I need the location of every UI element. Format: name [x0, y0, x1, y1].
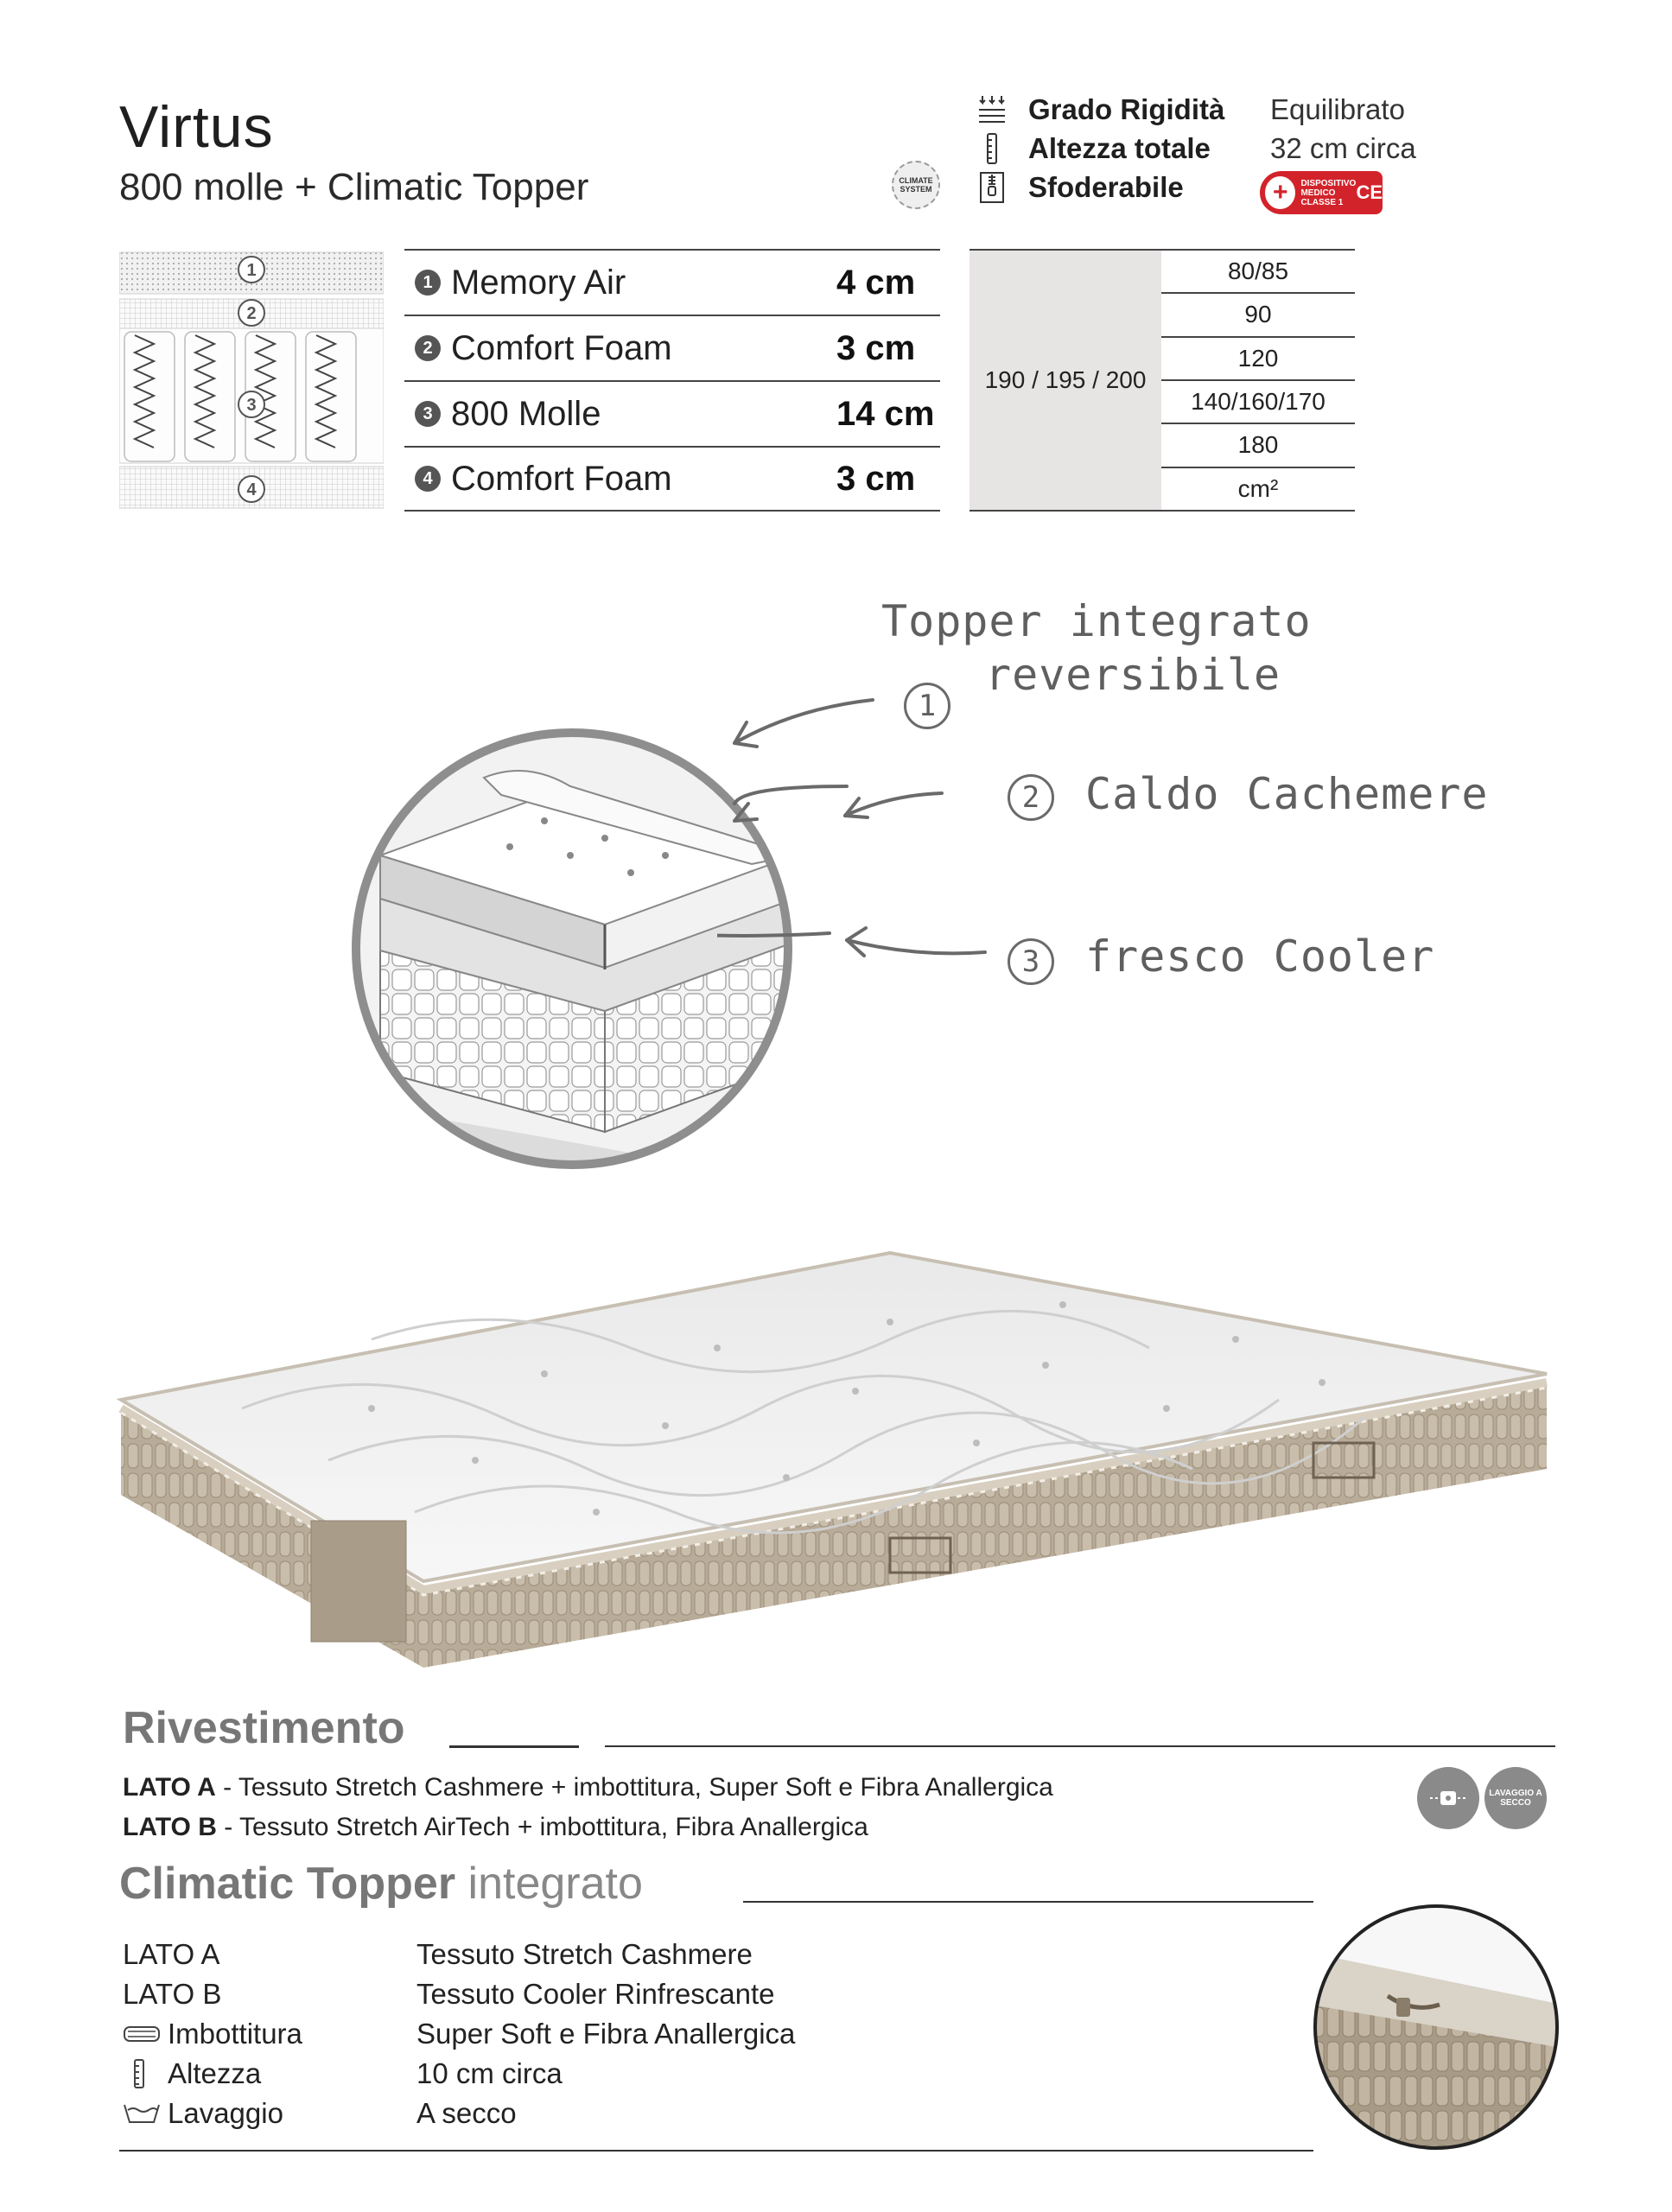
size-widths [1161, 251, 1355, 510]
medical-badge-text: DISPOSITIVO MEDICO CLASSE 1 [1300, 178, 1357, 207]
callout-2-number: 2 [1008, 774, 1054, 821]
topper-row-value: 10 cm circa [416, 2057, 563, 2089]
height-icon [123, 2058, 168, 2089]
topper-row [123, 1936, 753, 1974]
topper-row-value: Tessuto Cooler Rinfrescante [416, 1978, 775, 2010]
svg-text:4: 4 [246, 480, 257, 499]
size-width-cell: 90 [1161, 294, 1355, 337]
layer-thickness: 14 cm [836, 394, 935, 433]
layer-name: Comfort Foam [451, 328, 672, 367]
topper-title-bold: Climatic Topper [119, 1859, 456, 1909]
layers-diagram [119, 251, 384, 510]
height-icon [976, 132, 1008, 165]
svg-text:1: 1 [246, 261, 257, 280]
dry-clean-text: LAVAGGIO A SECCO [1489, 1789, 1542, 1808]
topper-row [123, 1975, 775, 2013]
callout-1-line2: reversibile [985, 650, 1281, 700]
layer-thickness: 3 cm [836, 328, 916, 367]
layers-table [404, 249, 940, 512]
spec-label: Sfoderabile [1028, 171, 1184, 203]
rivestimento-lato-b [123, 1813, 868, 1842]
rivestimento-title: Rivestimento [123, 1703, 405, 1753]
lato-b-text: - Tessuto Stretch AirTech + imbottitura, Fibra Anallergica [216, 1813, 868, 1841]
sizes-table [970, 249, 1355, 512]
topper-row [123, 2055, 563, 2093]
medical-cross-icon: + [1265, 176, 1295, 209]
layer-row [404, 249, 940, 315]
spec-value: Equilibrato [1270, 93, 1405, 125]
firmness-icon [976, 93, 1008, 126]
callout-2-text: Caldo Cachemere [1085, 769, 1489, 819]
topper-row-label: LATO B [123, 1978, 222, 2010]
dry-clean-badge [1484, 1767, 1547, 1829]
size-width-cell: 120 [1161, 338, 1355, 381]
spec-row-removable-cover [976, 170, 1270, 205]
size-width-cell: 180 [1161, 424, 1355, 467]
rivestimento-lato-a [123, 1773, 1053, 1802]
callout-3-text: fresco Cooler [1085, 931, 1435, 982]
topper-row [123, 2015, 795, 2053]
medical-device-badge [1260, 171, 1383, 214]
layer-name: Comfort Foam [451, 459, 672, 498]
layer-row [404, 446, 940, 512]
layer-row [404, 315, 940, 380]
spec-row-firmness [976, 92, 1405, 127]
lato-a-text: - Tessuto Stretch Cashmere + imbottitura, Super Soft e Fibra Anallergica [215, 1773, 1053, 1802]
layer-name: 800 Molle [451, 394, 601, 433]
topper-title-light: integrato [467, 1859, 643, 1909]
topper-zoom-photo [1310, 1901, 1562, 2153]
product-title: Virtus [119, 94, 274, 160]
mattress-photo [112, 1236, 1564, 1685]
spec-label: Altezza totale [1028, 132, 1211, 164]
svg-text:3: 3 [246, 396, 257, 415]
climate-system-badge [892, 161, 940, 209]
divider-line [449, 1745, 579, 1748]
removable-cover-icon [1417, 1767, 1479, 1829]
topper-section-title [119, 1858, 643, 1910]
ce-mark: CE [1356, 181, 1383, 203]
divider-line [605, 1745, 1555, 1747]
layer-thickness: 4 cm [836, 263, 916, 302]
size-width-cell: 140/160/170 [1161, 381, 1355, 424]
callout-3-number: 3 [1008, 938, 1054, 985]
layer-thickness: 3 cm [836, 459, 916, 498]
svg-text:2: 2 [246, 304, 257, 323]
callout-1-number: 1 [904, 683, 950, 729]
divider-line [743, 1901, 1313, 1903]
topper-row-label-wrap [123, 2097, 416, 2130]
padding-icon [123, 2025, 168, 2043]
layer-number: 3 [415, 401, 441, 427]
layer-number: 4 [415, 466, 441, 492]
climate-badge-text: CLIMATE SYSTEM [899, 176, 933, 194]
topper-row-label-wrap [123, 2057, 416, 2090]
lato-a-label: LATO A [123, 1773, 216, 1802]
topper-row-label: Lavaggio [168, 2097, 283, 2129]
topper-row-value: Super Soft e Fibra Anallergica [416, 2018, 796, 2050]
topper-row [123, 2094, 517, 2133]
size-lengths: 190 / 195 / 200 [970, 251, 1161, 510]
layer-name: Memory Air [451, 263, 626, 302]
topper-row-value: Tessuto Stretch Cashmere [416, 1938, 753, 1970]
topper-row-value: A secco [416, 2097, 517, 2129]
washing-icon [123, 2101, 168, 2126]
topper-row-label: Imbottitura [168, 2018, 302, 2050]
zipper-icon [976, 171, 1008, 204]
callout-arrow-3 [838, 916, 994, 968]
lato-b-label: LATO B [123, 1813, 217, 1841]
spec-value: 32 cm circa [1270, 132, 1416, 164]
callout-arrow-2 [838, 778, 950, 830]
size-width-cell: 80/85 [1161, 251, 1355, 294]
layer-number: 1 [415, 270, 441, 296]
layer-row [404, 380, 940, 446]
bottom-divider [119, 2150, 1313, 2152]
layer-number: 2 [415, 335, 441, 361]
callout-1-line1: Topper integrato [881, 596, 1312, 646]
topper-row-label: Altezza [168, 2057, 262, 2089]
spec-label: Grado Rigidità [1028, 93, 1225, 125]
topper-row-label: LATO A [123, 1938, 220, 1970]
product-subtitle: 800 molle + Climatic Topper [119, 166, 589, 208]
topper-row-label-wrap [123, 2018, 416, 2050]
size-unit: cm² [1237, 474, 1279, 502]
spec-row-height [976, 131, 1416, 166]
